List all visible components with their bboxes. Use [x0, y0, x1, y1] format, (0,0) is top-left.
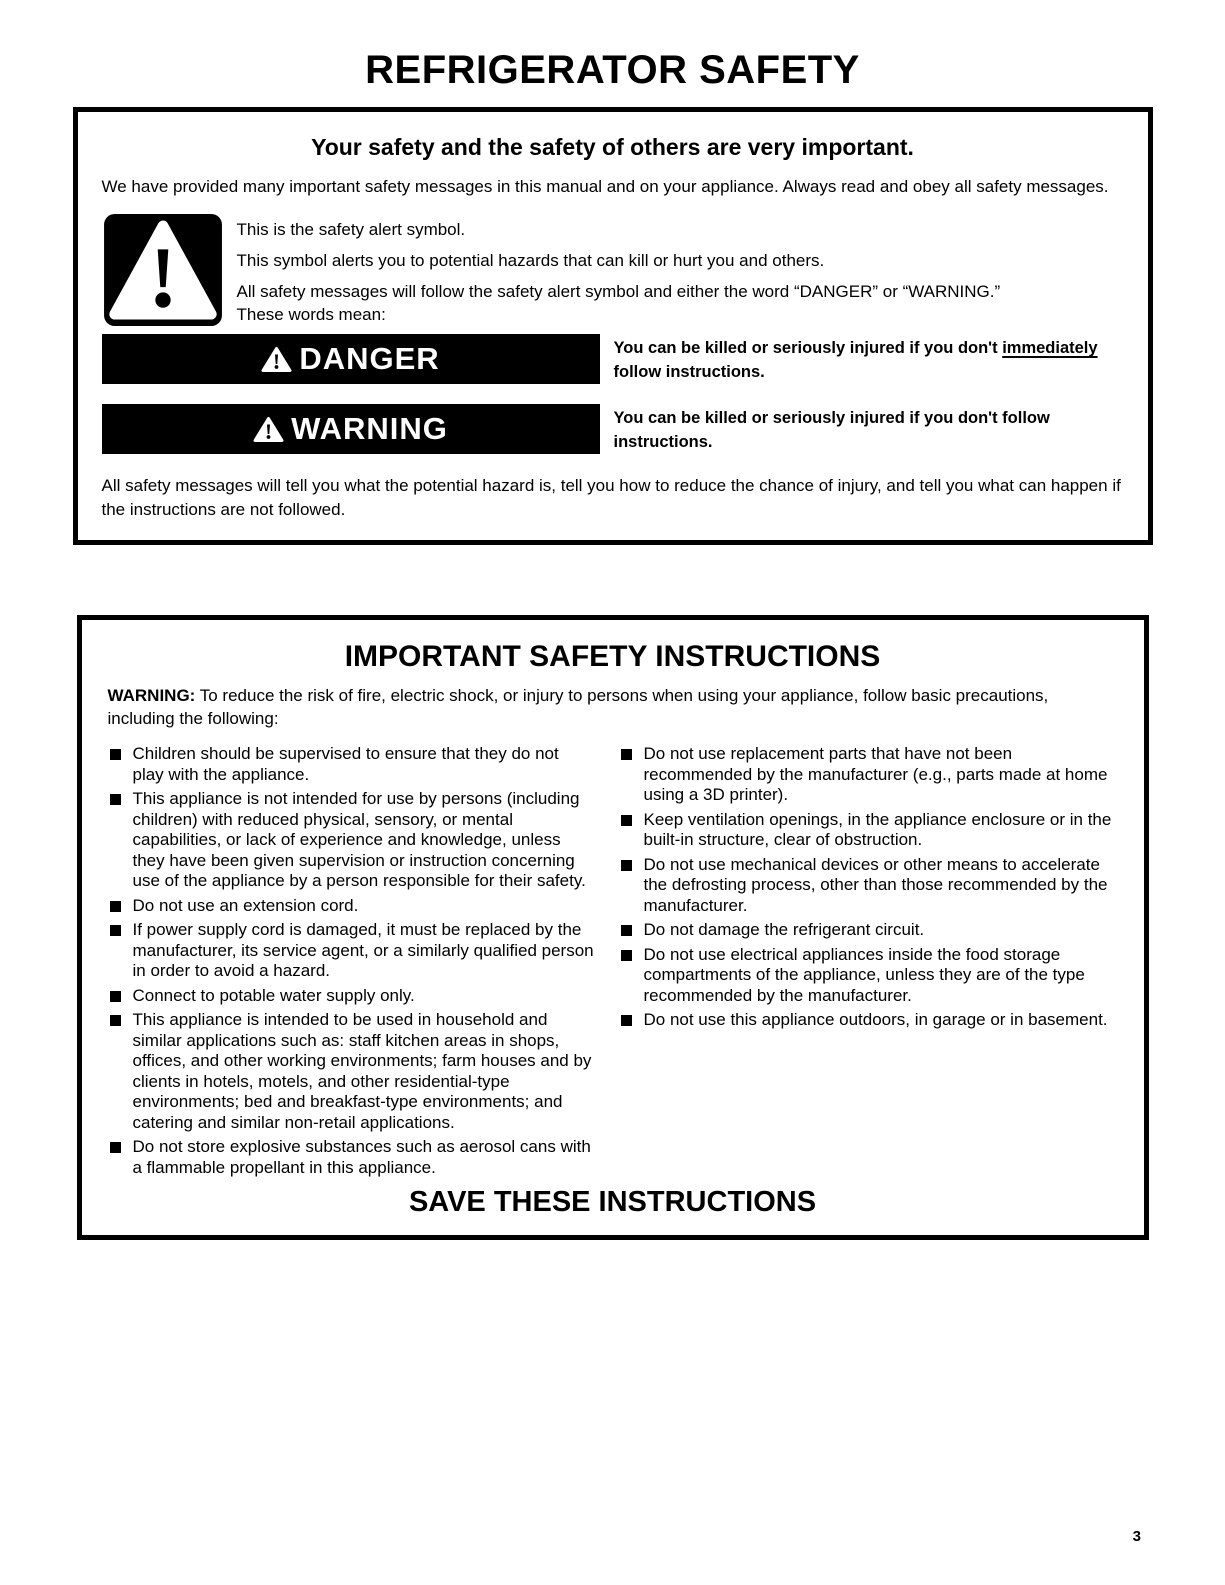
square-bullet-icon [110, 794, 121, 805]
square-bullet-icon [110, 1142, 121, 1153]
square-bullet-icon [621, 925, 632, 936]
square-bullet-icon [621, 749, 632, 760]
instruction-text: If power supply cord is damaged, it must be replaced by the manufacturer, its service agent, or a similarly qualified person in order to avoid a hazard. [132, 920, 594, 980]
warning-lead-text: To reduce the risk of fire, electric shock, or injury to persons when using your appliance, follow basic precautions, including the following: [107, 686, 1049, 728]
instructions-columns [108, 744, 1118, 1182]
danger-row [102, 334, 1124, 384]
instruction-item [108, 1010, 595, 1133]
warning-description: You can be killed or seriously injured if you don't follow instructions. [613, 409, 1050, 451]
instructions-heading: IMPORTANT SAFETY INSTRUCTIONS [344, 640, 881, 673]
safety-alert-text [237, 214, 1001, 326]
danger-description [614, 334, 1124, 384]
warning-word: WARNING: [107, 686, 196, 705]
instruction-text: Keep ventilation openings, in the appliance enclosure or in the built-in structure, clear of obstruction. [643, 809, 1112, 849]
danger-desc-pre: You can be killed or seriously injured if you don't [613, 339, 1003, 357]
instruction-text: Do not use electrical appliances inside the food storage compartments of the appliance, unless they are of the type recommended by the manufacturer. [643, 944, 1085, 1005]
alert-line-3: All safety messages will follow the safety alert symbol and either the word “DANGER” or “WARNING.” [236, 282, 1001, 301]
square-bullet-icon [621, 950, 632, 961]
instruction-text: Do not use mechanical devices or other means to accelerate the defrosting process, other than those recommended by the manufacturer. [643, 854, 1108, 915]
danger-desc-underlined: immediately [1002, 339, 1098, 357]
square-bullet-icon [621, 1015, 632, 1026]
instruction-item [108, 1137, 595, 1178]
instruction-item [108, 986, 595, 1007]
instruction-item [619, 810, 1118, 851]
instructions-warning-lead [108, 684, 1118, 730]
square-bullet-icon [110, 925, 121, 936]
instruction-item [619, 945, 1118, 1007]
safety-overview-box [73, 107, 1153, 545]
square-bullet-icon [621, 860, 632, 871]
warning-row [102, 404, 1124, 454]
instructions-left-column [108, 744, 613, 1182]
instruction-item [619, 744, 1118, 806]
alert-line-1: This is the safety alert symbol. [236, 220, 466, 239]
instruction-item [619, 855, 1118, 917]
save-instructions-heading: SAVE THESE INSTRUCTIONS [408, 1186, 817, 1218]
square-bullet-icon [110, 991, 121, 1002]
instruction-item [108, 920, 595, 982]
instructions-right-column [613, 744, 1118, 1182]
square-bullet-icon [110, 1015, 121, 1026]
instruction-item [108, 789, 595, 892]
safety-outro-text: All safety messages will tell you what the potential hazard is, tell you how to reduce the chance of injury, and tell you what can happen if the instructions are not followed. [101, 476, 1121, 519]
instruction-text: Children should be supervised to ensure that they do not play with the appliance. [132, 744, 559, 784]
safety-box-heading: Your safety and the safety of others are very important. [311, 134, 914, 160]
instruction-text: Do not use an extension cord. [132, 895, 359, 915]
safety-intro-text: We have provided many important safety messages in this manual and on your appliance. Always read and obey all safety messages. [101, 177, 1109, 196]
instruction-text: Do not store explosive substances such as aerosol cans with a flammable propellant in this appliance. [132, 1137, 591, 1177]
warning-banner [102, 404, 600, 454]
warning-label: WARNING [291, 411, 448, 446]
instruction-text: Connect to potable water supply only. [132, 985, 415, 1005]
square-bullet-icon [110, 901, 121, 912]
alert-line-2: This symbol alerts you to potential hazards that can kill or hurt you and others. [236, 251, 825, 270]
safety-alert-row [102, 214, 1124, 326]
danger-desc-post: follow instructions. [613, 363, 765, 381]
alert-triangle-icon [261, 346, 292, 373]
square-bullet-icon [110, 749, 121, 760]
instruction-item [108, 744, 595, 785]
instruction-text: This appliance is intended to be used in household and similar applications such as: staff kitchen areas in shops, offices, and other working environments; farm houses and by clients in hotels, motels, and other residential-type environments; bed and breakfast-type environments; and catering and similar non-retail applications. [132, 1010, 592, 1132]
safety-alert-icon [104, 214, 222, 326]
instruction-text: Do not use replacement parts that have not been recommended by the manufacturer (e.g., parts made at home using a 3D printer). [643, 744, 1108, 804]
instruction-text: Do not damage the refrigerant circuit. [643, 920, 925, 939]
instruction-item [108, 896, 595, 917]
instruction-item [619, 1010, 1118, 1031]
instruction-item [619, 920, 1118, 941]
alert-line-4: These words mean: [236, 305, 386, 324]
signal-words-section [102, 334, 1124, 454]
instruction-text: Do not use this appliance outdoors, in garage or in basement. [643, 1010, 1108, 1029]
danger-label: DANGER [299, 341, 440, 376]
page-number: 3 [1132, 1528, 1141, 1545]
page-title: REFRIGERATOR SAFETY [365, 48, 860, 92]
square-bullet-icon [621, 815, 632, 826]
alert-triangle-icon [253, 416, 284, 443]
important-instructions-box [77, 615, 1149, 1240]
danger-banner [102, 334, 600, 384]
instruction-text: This appliance is not intended for use by persons (including children) with reduced physical, sensory, or mental capabilities, or lack of experience and knowledge, unless they have been given supervision or instruction concerning use of the appliance by a person responsible for their safety. [132, 789, 586, 890]
